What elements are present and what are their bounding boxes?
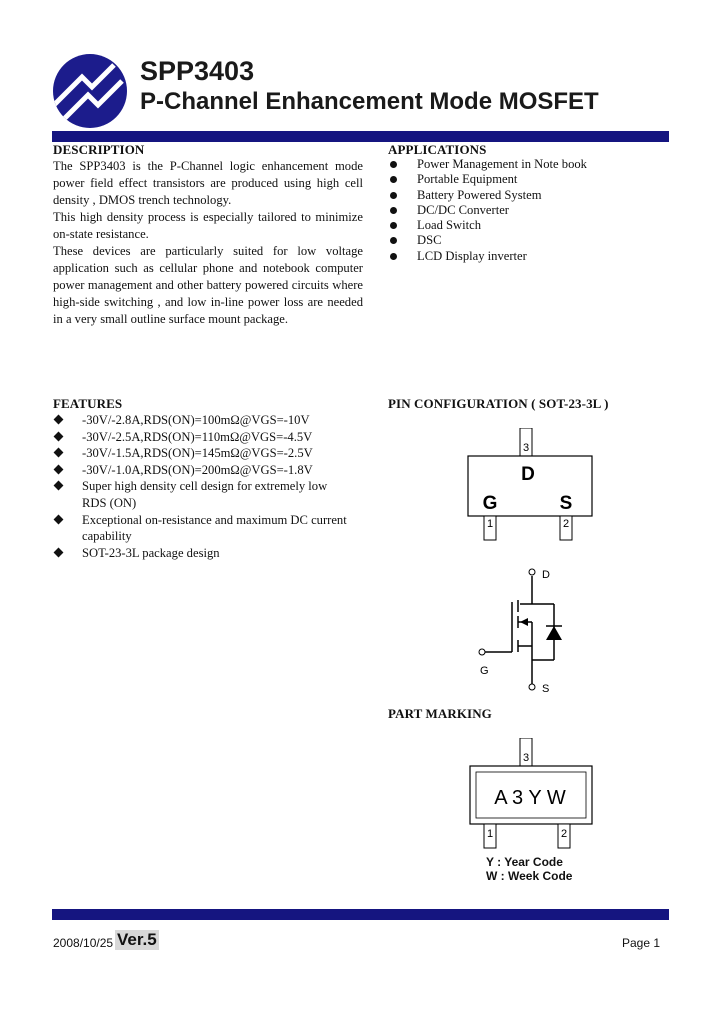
feature-label: -30V/-1.5A,RDS(ON)=145mΩ@VGS=-2.5V [82,446,313,461]
legend-year: Y : Year Code [486,855,563,869]
mosfet-schematic [470,560,590,700]
list-item [53,462,353,479]
feature-label: Super high density cell design for extremely low RDS (ON) [82,479,328,510]
diamond-bullet-icon [54,481,64,491]
list-item [388,157,587,172]
pin-config-heading: PIN CONFIGURATION ( SOT-23-3L ) [388,396,609,411]
pin-number: 2 [562,518,570,530]
diamond-bullet-icon [54,464,64,474]
description-heading: DESCRIPTION [53,142,145,157]
footer-divider-bar [52,909,669,920]
schematic-label-source: S [542,683,550,695]
pin-label-source: S [559,493,573,514]
diamond-bullet-icon [54,415,64,425]
description-body [53,158,363,328]
company-logo [52,53,128,129]
schematic-label-gate: G [480,665,489,677]
diamond-bullet-icon [54,514,64,524]
pin-number: 1 [486,518,494,530]
application-label: Portable Equipment [417,172,518,187]
list-item [53,412,353,429]
feature-label: Exceptional on-resistance and maximum DC current capability [82,512,347,544]
list-item [388,233,587,248]
list-item [388,218,587,233]
sot23-pin-diagram [460,428,600,544]
part-marking-heading: PART MARKING [388,706,492,721]
description-paragraph: These devices are particularly suited for low voltage application such as cellular phone and notebook computer power management and other battery powered circuits where high-side switching , and low in-line power loss are needed in a very small outline surface mount package. [53,244,363,326]
revision-date: 2008/10/25 [53,936,114,950]
feature-label: -30V/-2.5A,RDS(ON)=110mΩ@VGS=-4.5V [82,429,313,444]
diamond-bullet-icon [54,448,64,458]
bullet-icon [390,192,397,199]
pin-number: 3 [522,752,530,764]
list-item [388,172,587,187]
part-number: SPP3403 [140,56,255,86]
part-marking-diagram [462,738,598,854]
list-item [53,429,353,446]
feature-label: -30V/-1.0A,RDS(ON)=200mΩ@VGS=-1.8V [82,462,313,477]
legend-week: W : Week Code [486,869,573,883]
application-label: Load Switch [417,218,482,233]
bullet-icon [390,253,397,260]
list-item [53,478,353,511]
list-item [53,545,353,562]
version-label: Ver.5 [117,930,157,949]
page-number: Page 1 [622,936,661,950]
diamond-bullet-icon [54,547,64,557]
pin-number: 2 [560,828,568,840]
application-label: LCD Display inverter [417,248,527,263]
marking-legend [486,855,572,883]
document-subtitle: P-Channel Enhancement Mode MOSFET [140,88,599,115]
application-label: Power Management in Note book [417,157,587,171]
feature-label: -30V/-2.8A,RDS(ON)=100mΩ@VGS=-10V [82,413,310,427]
diamond-bullet-icon [54,431,64,441]
schematic-label-drain: D [542,569,550,581]
bullet-icon [390,161,397,168]
bullet-icon [390,207,397,214]
applications-heading: APPLICATIONS [388,142,487,157]
description-paragraph: The SPP3403 is the P-Channel logic enhancement mode power field effect transistors are produced using high cell density , DMOS trench technology. [53,159,363,207]
application-label: DSC [417,233,442,248]
feature-label: SOT-23-3L package design [82,545,220,560]
application-label: Battery Powered System [417,187,542,202]
list-item [388,188,587,203]
application-label: DC/DC Converter [417,202,509,217]
description-paragraph: This high density process is especially tailored to minimize on-state resistance. [53,210,363,241]
list-item [53,445,353,462]
features-list [53,412,353,561]
marking-code: A 3 Y W [494,787,566,809]
list-item [388,249,587,264]
pin-label-gate: G [482,493,498,514]
features-heading: FEATURES [53,396,123,411]
pin-number: 1 [486,828,494,840]
list-item [388,203,587,218]
pin-number: 3 [522,442,530,454]
applications-list [388,157,587,264]
header-divider-bar [52,131,669,142]
bullet-icon [390,222,397,229]
pin-label-drain: D [521,464,535,485]
list-item [53,512,353,545]
bullet-icon [390,237,397,244]
bullet-icon [390,176,397,183]
